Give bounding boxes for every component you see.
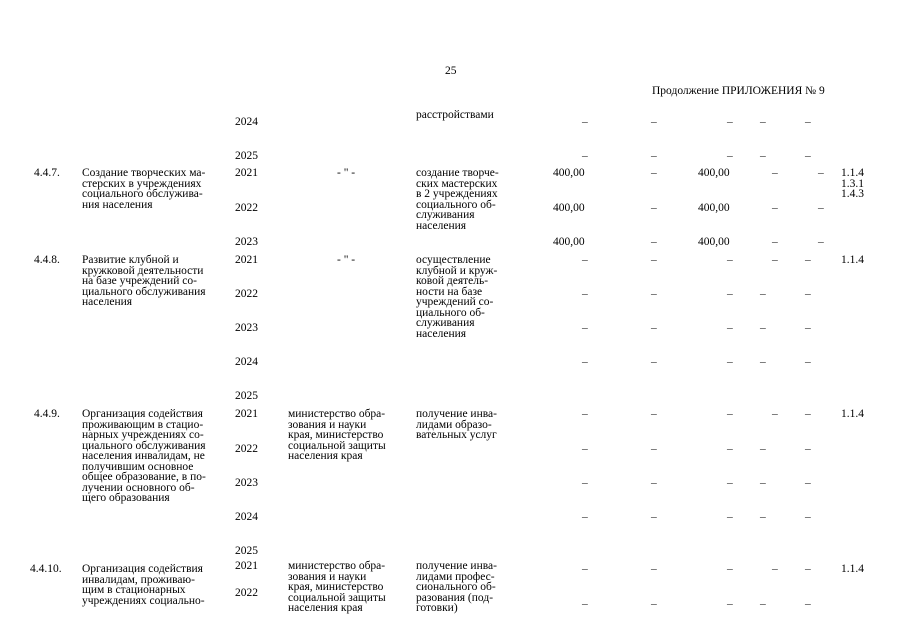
dash: – — [818, 167, 824, 179]
year-cell: 2022 — [235, 288, 258, 300]
dash: – — [760, 322, 766, 334]
dash: – — [582, 511, 588, 523]
dash: – — [760, 288, 766, 300]
dash: – — [727, 288, 733, 300]
item-name: Организация содействия инвалидам, проживаю- щим в стационарных учреждениях социально- — [82, 563, 205, 607]
dash: – — [805, 511, 811, 523]
indicator-cell: 1.1.4 1.3.1 1.4.3 — [841, 167, 864, 200]
dash: – — [727, 408, 733, 420]
dash: – — [651, 150, 657, 162]
indicator-cell: 1.1.4 — [841, 408, 864, 420]
item-number: 4.4.7. — [34, 167, 60, 179]
result-cell: осуществление клубной и круж- ковой деятель- ности на базе учреждений со- циального об- служивания населения — [416, 254, 498, 340]
year-cell: 2023 — [235, 477, 258, 489]
dash: – — [805, 443, 811, 455]
dash: – — [760, 150, 766, 162]
result-cell: получение инва- лидами профес- сионального об- разования (под- готовки) — [416, 560, 497, 614]
indicator-cell: 1.1.4 — [841, 563, 864, 575]
dash: – — [805, 356, 811, 368]
regional-cell: 400,00 — [698, 202, 730, 214]
dash: – — [582, 254, 588, 266]
dash: – — [805, 150, 811, 162]
dash: – — [760, 598, 766, 610]
dash: – — [582, 116, 588, 128]
dash: – — [651, 236, 657, 248]
continuation-title: Продолжение ПРИЛОЖЕНИЯ № 9 — [652, 85, 825, 97]
year-cell: 2025 — [235, 390, 258, 402]
item-name: Развитие клубной и кружковой деятельности на базе учреждений со- циального обслуживания населения — [82, 254, 206, 308]
dash: – — [651, 254, 657, 266]
dash: – — [727, 116, 733, 128]
dash: – — [582, 563, 588, 575]
dash: – — [760, 443, 766, 455]
year-cell: 2021 — [235, 408, 258, 420]
dash: – — [727, 563, 733, 575]
dash: – — [727, 598, 733, 610]
year-cell: 2022 — [235, 443, 258, 455]
year-cell: 2023 — [235, 322, 258, 334]
dash: – — [772, 408, 778, 420]
year-cell: 2024 — [235, 116, 258, 128]
item-number: 4.4.8. — [34, 254, 60, 266]
dash: – — [582, 408, 588, 420]
dash: – — [582, 288, 588, 300]
dash: – — [651, 322, 657, 334]
executor-cell: - " - — [337, 167, 356, 179]
dash: – — [805, 563, 811, 575]
dash: – — [818, 236, 824, 248]
dash: – — [805, 408, 811, 420]
regional-cell: 400,00 — [698, 236, 730, 248]
year-cell: 2025 — [235, 150, 258, 162]
executor-cell: министерство обра- зования и науки края, министерство социальной защиты населения края — [288, 408, 386, 462]
item-name: Создание творческих ма- стерских в учреждениях социального обслужива- ния населения — [82, 167, 206, 211]
dash: – — [772, 254, 778, 266]
regional-cell: 400,00 — [698, 167, 730, 179]
item-number: 4.4.9. — [34, 408, 60, 420]
total-cell: 400,00 — [553, 236, 585, 248]
dash: – — [760, 511, 766, 523]
executor-cell: - " - — [337, 254, 356, 266]
dash: – — [582, 443, 588, 455]
year-cell: 2021 — [235, 167, 258, 179]
dash: – — [818, 202, 824, 214]
executor-cell: министерство обра- зования и науки края, министерство социальной защиты населения края — [288, 560, 386, 614]
dash: – — [651, 598, 657, 610]
dash: – — [651, 563, 657, 575]
dash: – — [582, 150, 588, 162]
dash: – — [805, 598, 811, 610]
dash: – — [651, 116, 657, 128]
year-cell: 2024 — [235, 511, 258, 523]
item-name: Организация содействия проживающим в стацио- нарных учреждениях со- циального обслуживания населения инвалидам, не получившим основное общее образование, в по- лучении основного об- щего образования — [82, 408, 206, 504]
year-cell: 2021 — [235, 254, 258, 266]
dash: – — [651, 408, 657, 420]
result-cell: расстройствами — [416, 109, 494, 121]
dash: – — [651, 477, 657, 489]
dash: – — [727, 356, 733, 368]
dash: – — [805, 322, 811, 334]
dash: – — [805, 254, 811, 266]
dash: – — [727, 254, 733, 266]
dash: – — [772, 202, 778, 214]
indicator-cell: 1.1.4 — [841, 254, 864, 266]
total-cell: 400,00 — [553, 167, 585, 179]
dash: – — [727, 477, 733, 489]
total-cell: 400,00 — [553, 202, 585, 214]
dash: – — [651, 167, 657, 179]
dash: – — [760, 356, 766, 368]
dash: – — [772, 167, 778, 179]
dash: – — [651, 288, 657, 300]
dash: – — [727, 150, 733, 162]
dash: – — [760, 477, 766, 489]
dash: – — [582, 477, 588, 489]
year-cell: 2023 — [235, 236, 258, 248]
result-cell: получение инва- лидами образо- вательных услуг — [416, 408, 497, 441]
dash: – — [651, 511, 657, 523]
year-cell: 2022 — [235, 202, 258, 214]
page-number: 25 — [445, 65, 457, 77]
dash: – — [727, 443, 733, 455]
dash: – — [805, 116, 811, 128]
dash: – — [582, 322, 588, 334]
dash: – — [651, 443, 657, 455]
dash: – — [805, 477, 811, 489]
dash: – — [582, 356, 588, 368]
year-cell: 2022 — [235, 587, 258, 599]
item-number: 4.4.10. — [30, 563, 62, 575]
year-cell: 2021 — [235, 560, 258, 572]
dash: – — [727, 511, 733, 523]
dash: – — [727, 322, 733, 334]
year-cell: 2025 — [235, 545, 258, 557]
result-cell: создание творче- ских мастерских в 2 учреждениях социального об- служивания населения — [416, 167, 499, 232]
dash: – — [582, 598, 588, 610]
year-cell: 2024 — [235, 356, 258, 368]
dash: – — [805, 288, 811, 300]
dash: – — [760, 116, 766, 128]
dash: – — [772, 563, 778, 575]
dash: – — [651, 356, 657, 368]
dash: – — [651, 202, 657, 214]
dash: – — [772, 236, 778, 248]
